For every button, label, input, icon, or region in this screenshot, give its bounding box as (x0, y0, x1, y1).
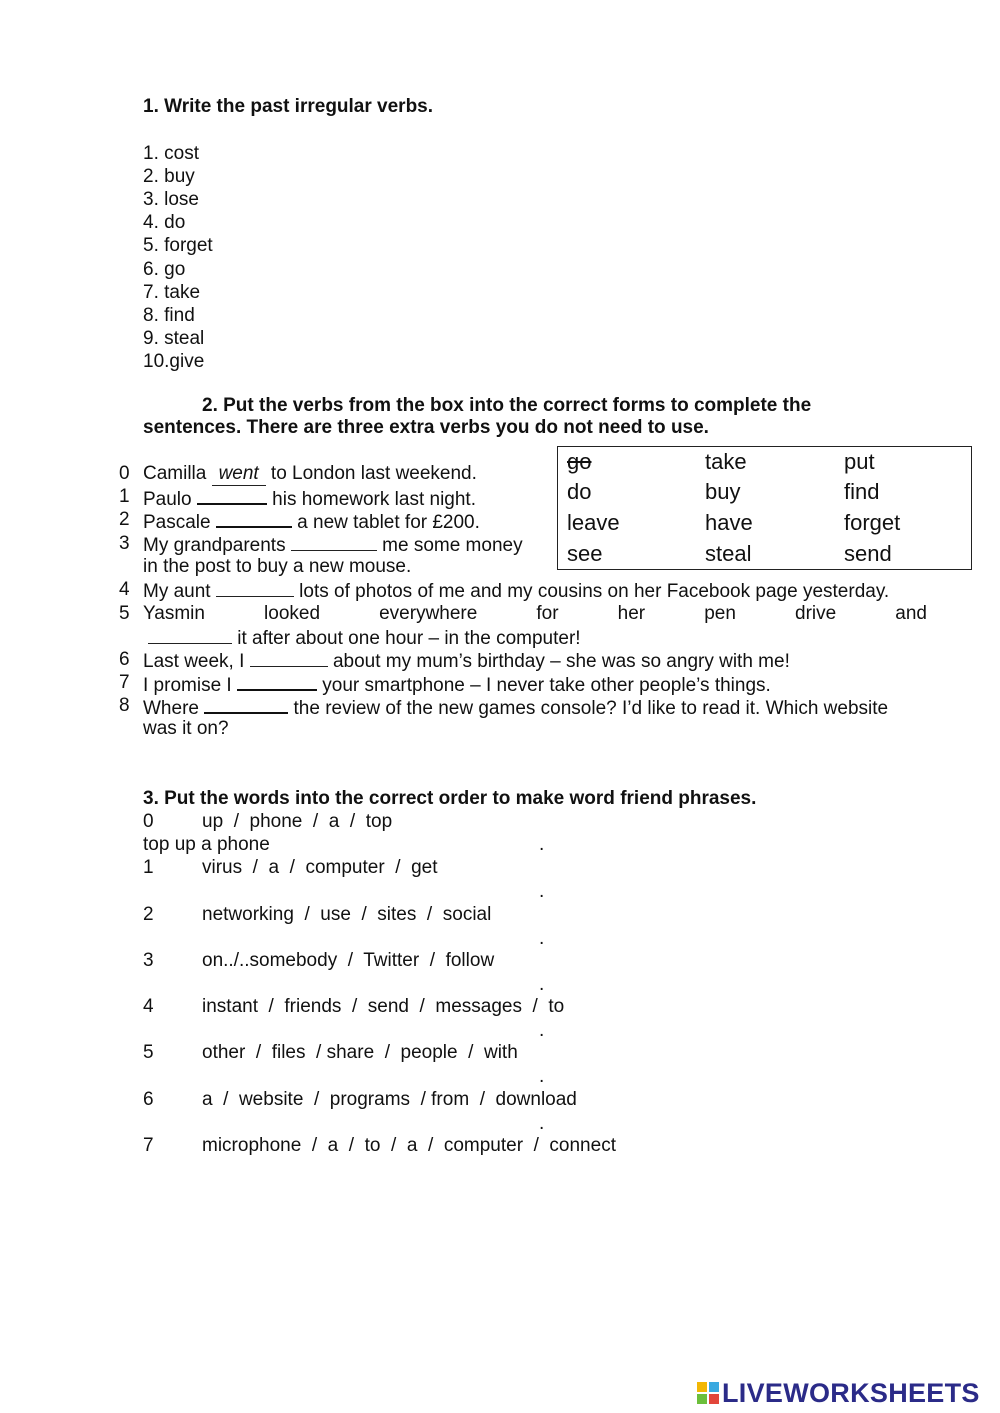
phrase-number: 0 (143, 811, 154, 832)
sentence-3-line2: in the post to buy a new mouse. (143, 556, 412, 577)
sentence-text: the review of the new games console? I’d like to read it. Which website (293, 698, 889, 719)
sentence-word: looked (264, 603, 321, 624)
sentence-5-line2 (148, 625, 581, 650)
verb-box-item: take (705, 449, 747, 474)
verb-box-item: send (844, 541, 892, 566)
sentence-8 (143, 694, 888, 720)
sentence-text: My grandparents (143, 535, 286, 556)
example-answer: went (212, 462, 266, 486)
verb-list-item: 10.give (143, 350, 205, 372)
verb-list-item: 1. cost (143, 143, 199, 164)
verb-box-item: leave (567, 510, 620, 535)
sentence-5 (143, 602, 927, 625)
answer-period: . (539, 1113, 545, 1134)
phrase-number: 5 (143, 1042, 154, 1063)
answer-blank[interactable] (291, 532, 377, 551)
sentence-word: and (895, 603, 927, 624)
phrase-number: 3 (143, 950, 154, 971)
scrambled-words: a / website / programs / from / download (202, 1089, 577, 1110)
sentence-text: Pascale (143, 512, 211, 533)
answer-blank[interactable] (197, 485, 267, 505)
verb-list-item: 7. take (143, 281, 201, 303)
phrase-number: 6 (143, 1089, 154, 1110)
section3-heading: 3. Put the words into the correct order to make word friend phrases. (143, 788, 757, 809)
scrambled-words: up / phone / a / top (202, 811, 393, 832)
phrase-answer-input[interactable] (143, 973, 537, 993)
sentence-number: 2 (119, 509, 130, 530)
sentence-word: her (617, 603, 646, 624)
verb-list-item: 4. do (143, 212, 186, 234)
sentence-number: 1 (119, 486, 130, 507)
verb-list-item: 8. find (143, 304, 195, 326)
answer-blank[interactable] (237, 671, 317, 691)
sentence-word: Yasmin (143, 603, 205, 624)
sentence-number: 6 (119, 649, 130, 670)
sentence-3 (143, 532, 523, 557)
logo-mark-icon (697, 1382, 719, 1404)
sentence-text: Camilla (143, 463, 207, 484)
sentence-number: 7 (119, 672, 130, 693)
sentence-word: for (536, 603, 559, 624)
answer-blank[interactable] (204, 694, 288, 714)
answer-blank[interactable] (250, 648, 328, 667)
sentence-text: about my mum’s birthday – she was so angry with me! (332, 651, 790, 672)
verb-box-item: see (567, 541, 603, 566)
verb-box-item: do (567, 479, 592, 504)
example-answer: top up a phone (143, 834, 270, 855)
sentence-text: me some money (382, 535, 523, 556)
sentence-word: pen (704, 603, 736, 624)
sentence-number: 4 (119, 579, 130, 600)
sentence-4 (143, 578, 889, 603)
scrambled-words: other / files / share / people / with (202, 1042, 518, 1063)
verb-box-item: forget (844, 510, 901, 535)
sentence-text: it after about one hour – in the computer! (237, 628, 581, 649)
phrase-number: 2 (143, 904, 154, 925)
verb-box-item: find (844, 479, 880, 504)
phrase-number: 4 (143, 996, 154, 1017)
scrambled-words: networking / use / sites / social (202, 904, 492, 925)
sentence-number: 8 (119, 695, 130, 716)
sentence-text: lots of photos of me and my cousins on her Facebook page yesterday. (299, 581, 890, 602)
verb-box-item: steal (705, 541, 752, 566)
verb-box-item: have (705, 510, 753, 535)
sentence-word: drive (795, 603, 837, 624)
scrambled-words: microphone / a / to / a / computer / connect (202, 1135, 616, 1156)
sentence-text: Where (143, 698, 199, 719)
sentence-text: to London last weekend. (270, 463, 477, 484)
answer-period: . (539, 834, 545, 855)
phrase-answer-input[interactable] (143, 927, 537, 947)
phrase-number: 1 (143, 857, 154, 878)
sentence-text: your smartphone – I never take other people’s things. (322, 675, 771, 696)
sentence-text: his homework last night. (272, 489, 476, 510)
verb-list-item: 2. buy (143, 166, 195, 188)
phrase-answer-input[interactable] (143, 1019, 537, 1039)
phrase-answer-input[interactable] (143, 880, 537, 900)
liveworksheets-logo (697, 1378, 980, 1408)
scrambled-words: instant / friends / send / messages / to (202, 996, 565, 1017)
verb-list-item: 5. forget (143, 235, 213, 257)
sentence-text: My aunt (143, 581, 211, 602)
answer-period: . (539, 928, 545, 949)
phrase-answer-input[interactable] (143, 1065, 537, 1085)
sentence-text: a new tablet for £200. (297, 512, 480, 533)
verb-box-item: put (844, 449, 875, 474)
verb-list-item: 3. lose (143, 189, 199, 211)
sentence-0 (143, 462, 477, 486)
sentence-text: Paulo (143, 489, 192, 510)
answer-blank[interactable] (216, 508, 292, 528)
sentence-text: Last week, I (143, 651, 245, 672)
section1-heading: 1. Write the past irregular verbs. (143, 96, 434, 117)
answer-blank[interactable] (216, 578, 294, 597)
answer-period: . (539, 881, 545, 902)
verb-box-item: buy (705, 479, 741, 504)
verb-list-item: 9. steal (143, 327, 205, 349)
verb-box-item: go (567, 449, 592, 474)
answer-period: . (539, 974, 545, 995)
scrambled-words: virus / a / computer / get (202, 857, 438, 878)
answer-period: . (539, 1066, 545, 1087)
sentence-number: 5 (119, 603, 130, 624)
sentence-word: everywhere (379, 603, 478, 624)
sentence-2 (143, 508, 480, 534)
sentence-number: 0 (119, 463, 130, 484)
verb-box (557, 446, 972, 570)
section2-heading-line1: 2. Put the verbs from the box into the correct forms to complete the (202, 395, 812, 416)
answer-period: . (539, 1020, 545, 1041)
sentence-6 (143, 648, 790, 673)
scrambled-words: on../..somebody / Twitter / follow (202, 950, 495, 971)
verb-list-item: 6. go (143, 258, 186, 280)
section2-heading-line2: sentences. There are three extra verbs you do not need to use. (143, 417, 709, 438)
phrase-number: 7 (143, 1135, 154, 1156)
phrase-answer-input[interactable] (143, 1112, 537, 1132)
sentence-number: 3 (119, 533, 130, 554)
logo-text: LIVEWORKSHEETS (722, 1377, 980, 1408)
sentence-8-line2: was it on? (143, 718, 229, 739)
answer-blank[interactable] (148, 625, 232, 644)
sentence-text: I promise I (143, 675, 232, 696)
